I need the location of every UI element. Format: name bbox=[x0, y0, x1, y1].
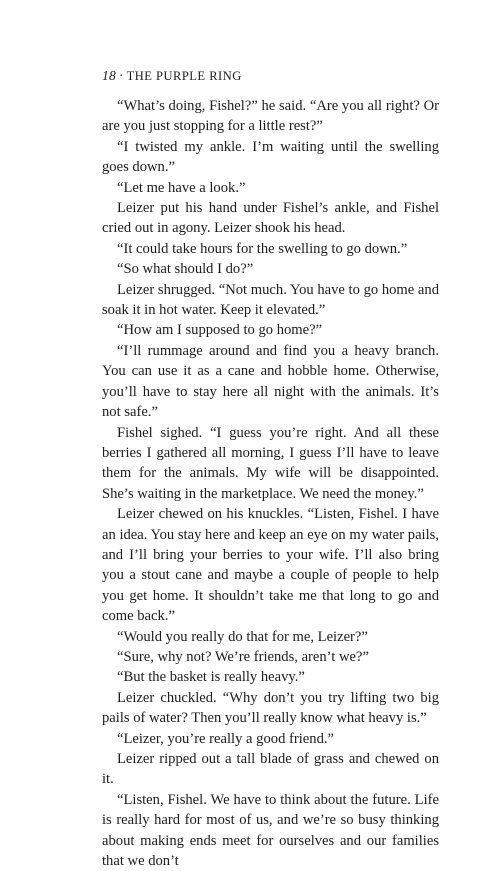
paragraph: Leizer chuckled. “Why don’t you try lifting two big pails of water? Then you’ll really know what heavy is.” bbox=[102, 689, 439, 727]
paragraph: “What’s doing, Fishel?” he said. “Are you all right? Or are you just stopping for a little rest?” bbox=[102, 98, 439, 135]
paragraph: Leizer put his hand under Fishel’s ankle, and Fishel cried out in agony. Leizer shook his head. bbox=[102, 200, 439, 237]
paragraph: “How am I supposed to go home?” bbox=[117, 322, 323, 339]
running-header bbox=[102, 68, 242, 84]
page-number: 18 bbox=[102, 68, 116, 83]
book-title: THE PURPLE RING bbox=[126, 69, 242, 83]
paragraph: “I twisted my ankle. I’m waiting until the swelling goes down.” bbox=[102, 138, 439, 176]
paragraph: “It could take hours for the swelling to go down.” bbox=[117, 240, 408, 257]
paragraph: “Sure, why not? We’re friends, aren’t we?” bbox=[117, 648, 369, 665]
paragraph: “Would you really do that for me, Leizer?” bbox=[117, 628, 368, 645]
paragraph: “Let me have a look.” bbox=[117, 179, 246, 196]
paragraph: “I’ll rummage around and find you a heavy branch. You can use it as a cane and hobble home. Otherwise, you’ll have to stay here all night with the animals. It’s not safe.” bbox=[102, 342, 439, 421]
paragraph: “Leizer, you’re really a good friend.” bbox=[117, 730, 334, 747]
paragraph: Fishel sighed. “I guess you’re right. And all these berries I gathered all morning, I guess I’ll have to leave them for the animals. My wife will be disappointed. She’s waiting in the marketplace. We need the money.” bbox=[102, 424, 439, 502]
paragraph: Leizer chewed on his knuckles. “Listen, Fishel. I have an idea. You stay here and keep an eye on my water pails, and I’ll bring your berries to your wife. I’ll also bring you a stout cane and maybe a couple of people to help you get home. It shouldn’t take me that long to go and come back.” bbox=[102, 506, 439, 625]
body-text bbox=[102, 96, 439, 871]
paragraph: “Listen, Fishel. We have to think about the future. Life is really hard for most of us, and we’re so busy thinking about making ends meet for ourselves and our families that we don’t bbox=[102, 791, 439, 870]
paragraph: Leizer ripped out a tall blade of grass and chewed on it. bbox=[102, 751, 439, 788]
header-separator: · bbox=[118, 68, 124, 83]
paragraph: “But the basket is really heavy.” bbox=[117, 669, 305, 686]
paragraph: Leizer shrugged. “Not much. You have to go home and soak it in hot water. Keep it elevated.” bbox=[102, 281, 439, 319]
paragraph: “So what should I do?” bbox=[117, 261, 254, 278]
